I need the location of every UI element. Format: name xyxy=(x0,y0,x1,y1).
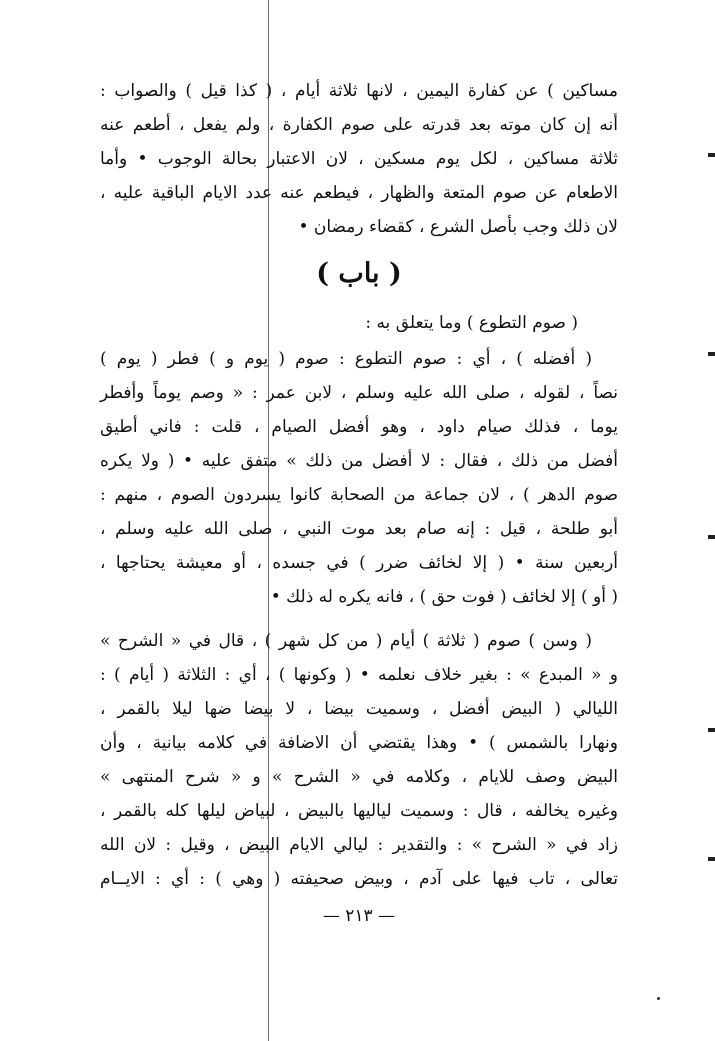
text-line: مساكين ) عن كفارة اليمين ، لانها ثلاثة أيام ، ( كذا قيل ) والصواب : xyxy=(100,81,618,101)
text-line: تعالى ، تاب فيها على آدم ، وبيض صحيفته ( وهي ) : أي : الايــام xyxy=(100,869,618,889)
text-line: الليالي ( البيض أفضل ، وسميت بيضا ، لا بيضا ضها ليلا بالقمر ، xyxy=(100,699,618,719)
margin-mark xyxy=(708,153,715,157)
text-line: أفضل من ذلك ، فقال : لا أفضل من ذلك » متفق عليه • ( ولا يكره xyxy=(100,451,618,471)
text-line: وغيره يخالفه ، قال : وسميت لياليها بالبيض ، لبياض ليلها كله بالقمر ، xyxy=(100,801,618,821)
text-line: صوم الدهر ) ، لان جماعة من الصحابة كانوا يسردون الصوم ، منهم : xyxy=(100,485,618,505)
page-text xyxy=(100,74,618,936)
paragraph-2 xyxy=(100,342,618,614)
text-line: ( وسن ) صوم ( ثلاثة ) أيام ( من كل شهر ) ، قال في « الشرح » xyxy=(100,631,592,651)
page-number: — ٢١٣ — xyxy=(322,906,396,926)
margin-mark xyxy=(708,535,715,539)
paragraph-3 xyxy=(100,624,618,896)
section-subheading: ( صوم التطوع ) وما يتعلق به : xyxy=(365,313,578,333)
text-line: و « المبدع » : بغير خلاف نعلمه • ( وكونها ) ، أي : الثلاثة ( أيام ) : xyxy=(100,665,618,685)
text-line: البيض وصف للايام ، وكلامه في « الشرح » و « شرح المنتهى » xyxy=(100,767,618,787)
chapter-heading: ( باب ) xyxy=(316,258,402,289)
speck xyxy=(657,997,660,1000)
text-line: ثلاثة مساكين ، لكل يوم مسكين ، لان الاعتبار بحالة الوجوب • وأما xyxy=(100,149,618,169)
paragraph-gap xyxy=(100,614,618,624)
text-line: لان ذلك وجب بأصل الشرع ، كقضاء رمضان • xyxy=(298,217,618,237)
text-line: يوما ، فذلك صيام داود ، وهو أفضل الصيام ، قلت : فاني أطيق xyxy=(100,417,618,437)
text-line: ( أو ) إلا لخائف ( فوت حق ) ، فانه يكره له ذلك • xyxy=(270,587,618,607)
text-line: أنه إن كان موته بعد قدرته على صوم الكفارة ، ولم يفعل ، أطعم عنه xyxy=(100,115,618,135)
margin-mark xyxy=(708,857,715,861)
margin-mark xyxy=(708,728,715,732)
paragraph-1 xyxy=(100,74,618,244)
text-line: أربعين سنة • ( إلا لخائف ضرر ) في جسده ، أو معيشة يحتاجها ، xyxy=(100,553,618,573)
text-line: الاطعام عن صوم المتعة والظهار ، فيطعم عنه عدد الايام الباقية عليه ، xyxy=(100,183,618,203)
text-line: نصاً ، لقوله ، صلى الله عليه وسلم ، لابن عمر : « وصم يوماً وأفطر xyxy=(100,383,618,403)
margin-mark xyxy=(708,352,715,356)
text-line: ونهارا بالشمس ) • وهذا يقتضي أن الاضافة في كلامه بيانية ، وأن xyxy=(100,733,618,753)
text-line: أبو طلحة ، قيل : إنه صام بعد موت النبي ، صلى الله عليه وسلم ، xyxy=(100,519,618,539)
text-line: زاد في « الشرح » : والتقدير : ليالي الايام البيض ، وقيل : لان الله xyxy=(100,835,618,855)
text-line: ( أفضله ) ، أي : صوم التطوع : صوم ( يوم و ) فطر ( يوم ) xyxy=(100,349,592,369)
